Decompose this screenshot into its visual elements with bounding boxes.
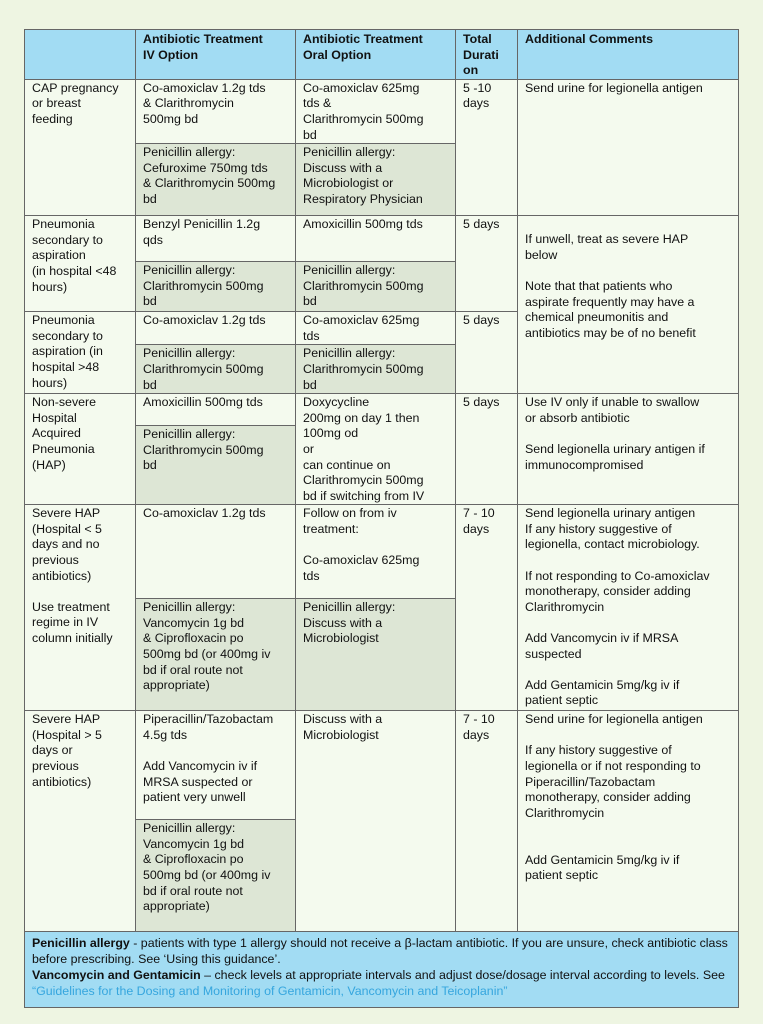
table-row bbox=[25, 79, 739, 143]
header-row bbox=[25, 30, 739, 80]
header-additional-comments: Additional Comments bbox=[518, 30, 739, 80]
condition-severe-hap-lt5: Severe HAP (Hospital < 5 days and no previous antibiotics) Use treatment regime in IV column initially bbox=[25, 505, 136, 711]
table-row bbox=[25, 505, 739, 599]
oral-allergy-aspiration-lt48: Penicillin allergy: Clarithromycin 500mg bd bbox=[296, 262, 456, 312]
header-iv-option: Antibiotic Treatment IV Option bbox=[136, 30, 296, 80]
condition-nonsevere-hap: Non-severe Hospital Acquired Pneumonia (HAP) bbox=[25, 394, 136, 505]
oral-allergy-severe-hap-lt5: Penicillin allergy: Discuss with a Microbiologist bbox=[296, 599, 456, 711]
condition-aspiration-gt48: Pneumonia secondary to aspiration (in hospital >48 hours) bbox=[25, 312, 136, 394]
iv-allergy-cap: Penicillin allergy: Cefuroxime 750mg tds & Clarithromycin 500mg bd bbox=[136, 144, 296, 216]
iv-allergy-severe-hap-gt5: Penicillin allergy: Vancomycin 1g bd & Ciprofloxacin po 500mg bd (or 400mg iv bd if oral route not appropriate) bbox=[136, 820, 296, 932]
oral-nonsevere-hap: Doxycycline 200mg on day 1 then 100mg od or can continue on Clarithromycin 500mg bd if switching from IV bbox=[296, 394, 456, 505]
comments-cap: Send urine for legionella antigen bbox=[518, 79, 739, 215]
iv-aspiration-lt48: Benzyl Penicillin 1.2g qds bbox=[136, 216, 296, 262]
footer-notes bbox=[25, 932, 739, 1008]
vancomycin-gentamicin-label: Vancomycin and Gentamicin bbox=[32, 968, 201, 983]
dosing-guidelines-link[interactable]: “Guidelines for the Dosing and Monitoring of Gentamicin, Vancomycin and Teicoplanin” bbox=[32, 984, 508, 999]
duration-severe-hap-lt5: 7 - 10 days bbox=[456, 505, 518, 711]
iv-severe-hap-lt5: Co-amoxiclav 1.2g tds bbox=[136, 505, 296, 599]
iv-allergy-nonsevere-hap: Penicillin allergy: Clarithromycin 500mg bd bbox=[136, 426, 296, 505]
oral-severe-hap-gt5: Discuss with a Microbiologist bbox=[296, 711, 456, 932]
penicillin-allergy-label: Penicillin allergy bbox=[32, 936, 130, 951]
table-row bbox=[25, 711, 739, 820]
header-condition bbox=[25, 30, 136, 80]
iv-allergy-severe-hap-lt5: Penicillin allergy: Vancomycin 1g bd & Ciprofloxacin po 500mg bd (or 400mg iv bd if oral route not appropriate) bbox=[136, 599, 296, 711]
duration-cap: 5 -10 days bbox=[456, 79, 518, 215]
comments-aspiration: If unwell, treat as severe HAP below Note that that patients who aspirate frequently may have a chemical pneumonitis and antibiotics may be of no benefit bbox=[518, 216, 739, 394]
penicillin-allergy-note: - patients with type 1 allergy should not receive a β-lactam antibiotic. If you are unsure, check antibiotic class before prescribing. See ‘Using this guidance’. bbox=[32, 936, 728, 967]
footer-row bbox=[25, 932, 739, 1008]
duration-nonsevere-hap: 5 days bbox=[456, 394, 518, 505]
vancomycin-gentamicin-note: – check levels at appropriate intervals and adjust dose/dosage interval according to levels. See bbox=[200, 968, 725, 983]
oral-allergy-aspiration-gt48: Penicillin allergy: Clarithromycin 500mg bd bbox=[296, 345, 456, 394]
table-row bbox=[25, 216, 739, 262]
duration-aspiration-gt48: 5 days bbox=[456, 312, 518, 394]
duration-severe-hap-gt5: 7 - 10 days bbox=[456, 711, 518, 932]
iv-allergy-aspiration-gt48: Penicillin allergy: Clarithromycin 500mg bd bbox=[136, 345, 296, 394]
iv-aspiration-gt48: Co-amoxiclav 1.2g tds bbox=[136, 312, 296, 345]
condition-cap: CAP pregnancy or breast feeding bbox=[25, 79, 136, 215]
iv-allergy-aspiration-lt48: Penicillin allergy: Clarithromycin 500mg bd bbox=[136, 262, 296, 312]
oral-aspiration-gt48: Co-amoxiclav 625mg tds bbox=[296, 312, 456, 345]
guidance-table-wrapper bbox=[24, 29, 738, 1008]
duration-aspiration-lt48: 5 days bbox=[456, 216, 518, 312]
oral-severe-hap-lt5: Follow on from iv treatment: Co-amoxiclav 625mg tds bbox=[296, 505, 456, 599]
condition-severe-hap-gt5: Severe HAP (Hospital > 5 days or previous antibiotics) bbox=[25, 711, 136, 932]
antibiotic-guidance-table bbox=[24, 29, 739, 1008]
header-total-duration: Total Durati on bbox=[456, 30, 518, 80]
comments-severe-hap-gt5: Send urine for legionella antigen If any history suggestive of legionella or if not responding to Piperacillin/Tazobactam monotherapy, consider adding Clarithromycin Add Gentamicin 5mg/kg iv if patient septic bbox=[518, 711, 739, 932]
header-oral-option: Antibiotic Treatment Oral Option bbox=[296, 30, 456, 80]
oral-cap: Co-amoxiclav 625mg tds & Clarithromycin 500mg bd bbox=[296, 79, 456, 143]
iv-cap: Co-amoxiclav 1.2g tds & Clarithromycin 500mg bd bbox=[136, 79, 296, 143]
table-row bbox=[25, 394, 739, 426]
condition-aspiration-lt48: Pneumonia secondary to aspiration (in hospital <48 hours) bbox=[25, 216, 136, 312]
iv-severe-hap-gt5: Piperacillin/Tazobactam 4.5g tds Add Vancomycin iv if MRSA suspected or patient very unwell bbox=[136, 711, 296, 820]
oral-aspiration-lt48: Amoxicillin 500mg tds bbox=[296, 216, 456, 262]
oral-allergy-cap: Penicillin allergy: Discuss with a Microbiologist or Respiratory Physician bbox=[296, 144, 456, 216]
comments-severe-hap-lt5: Send legionella urinary antigen If any history suggestive of legionella, contact microbiology. If not responding to Co-amoxiclav monotherapy, consider adding Clarithromycin Add Vancomycin iv if MRSA suspected Add Gentamicin 5mg/kg iv if patient septic bbox=[518, 505, 739, 711]
iv-nonsevere-hap: Amoxicillin 500mg tds bbox=[136, 394, 296, 426]
comments-nonsevere-hap: Use IV only if unable to swallow or absorb antibiotic Send legionella urinary antigen if immunocompromised bbox=[518, 394, 739, 505]
